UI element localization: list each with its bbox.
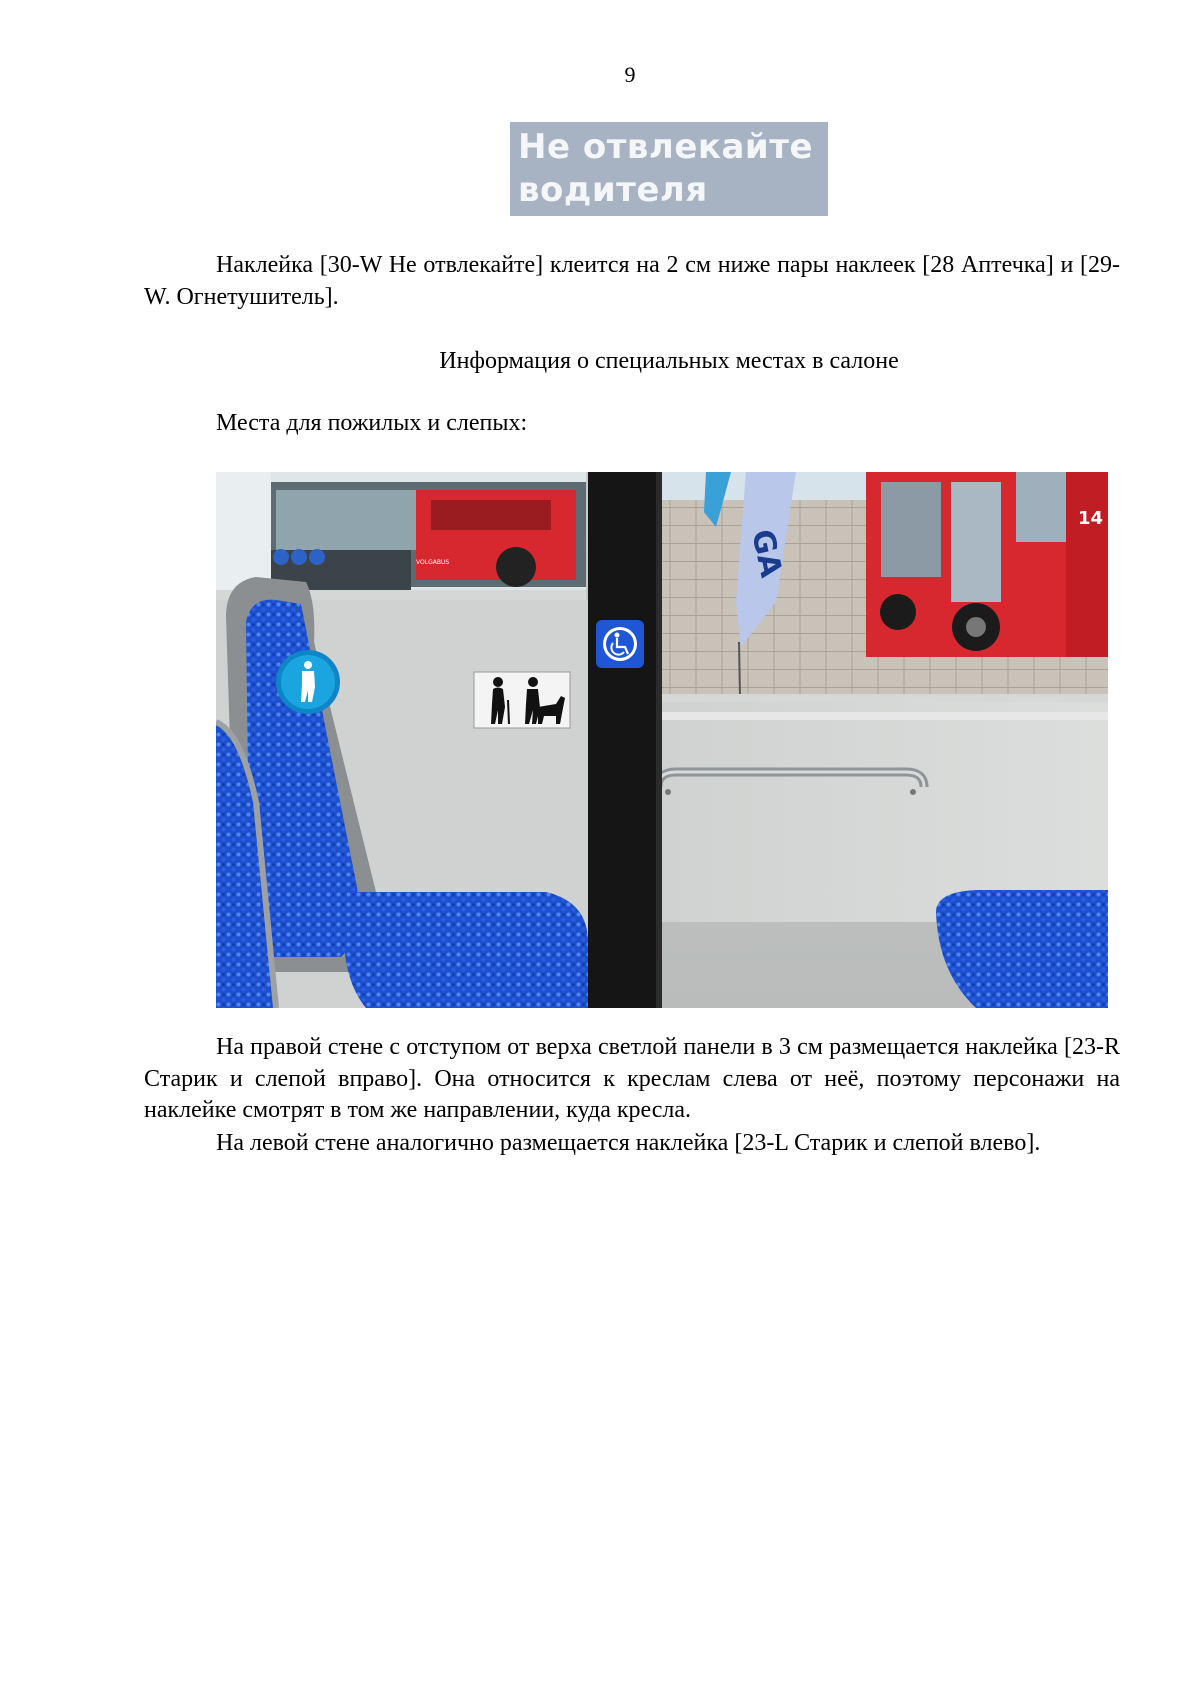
no-distract-driver-sign: [510, 122, 828, 216]
right-window: [656, 472, 1108, 702]
paragraph-seats-label: Места для пожилых и слепых:: [216, 410, 528, 436]
sign-line-2: водителя: [518, 170, 708, 210]
paragraph-right-wall: На правой стене с отступом от верха светлой панели в 3 см размещается наклейка [23-R Старик и слепой вправо]. Она относится к креслам слева от неё, поэтому персонажи на наклейке смотрят в том же направлении, куда кресла.: [144, 1034, 1120, 1123]
section-heading: Информация о специальных местах в салоне: [439, 348, 899, 374]
elderly-blind-sticker-icon: [474, 672, 570, 728]
paragraph-left-wall: На левой стене аналогично размещается наклейка [23-L Старик и слепой влево].: [216, 1130, 1041, 1156]
paragraph-sticker-placement: Наклейка [30-W Не отвлекайте] клеится на 2 см ниже пары наклеек [28 Аптечка] и [29-W. Огнетушитель].: [144, 252, 1120, 310]
flag-text: GA: [744, 526, 789, 581]
sign-line-1: Не отвлекайте: [518, 127, 814, 167]
bus-number: 14: [1078, 508, 1104, 529]
bus-interior-photo: [216, 472, 1108, 1008]
page-number: 9: [624, 62, 636, 87]
wheelchair-button-icon: [596, 620, 644, 668]
right-seat: [936, 890, 1108, 1008]
brand-label: VOLGABUS: [416, 559, 450, 566]
